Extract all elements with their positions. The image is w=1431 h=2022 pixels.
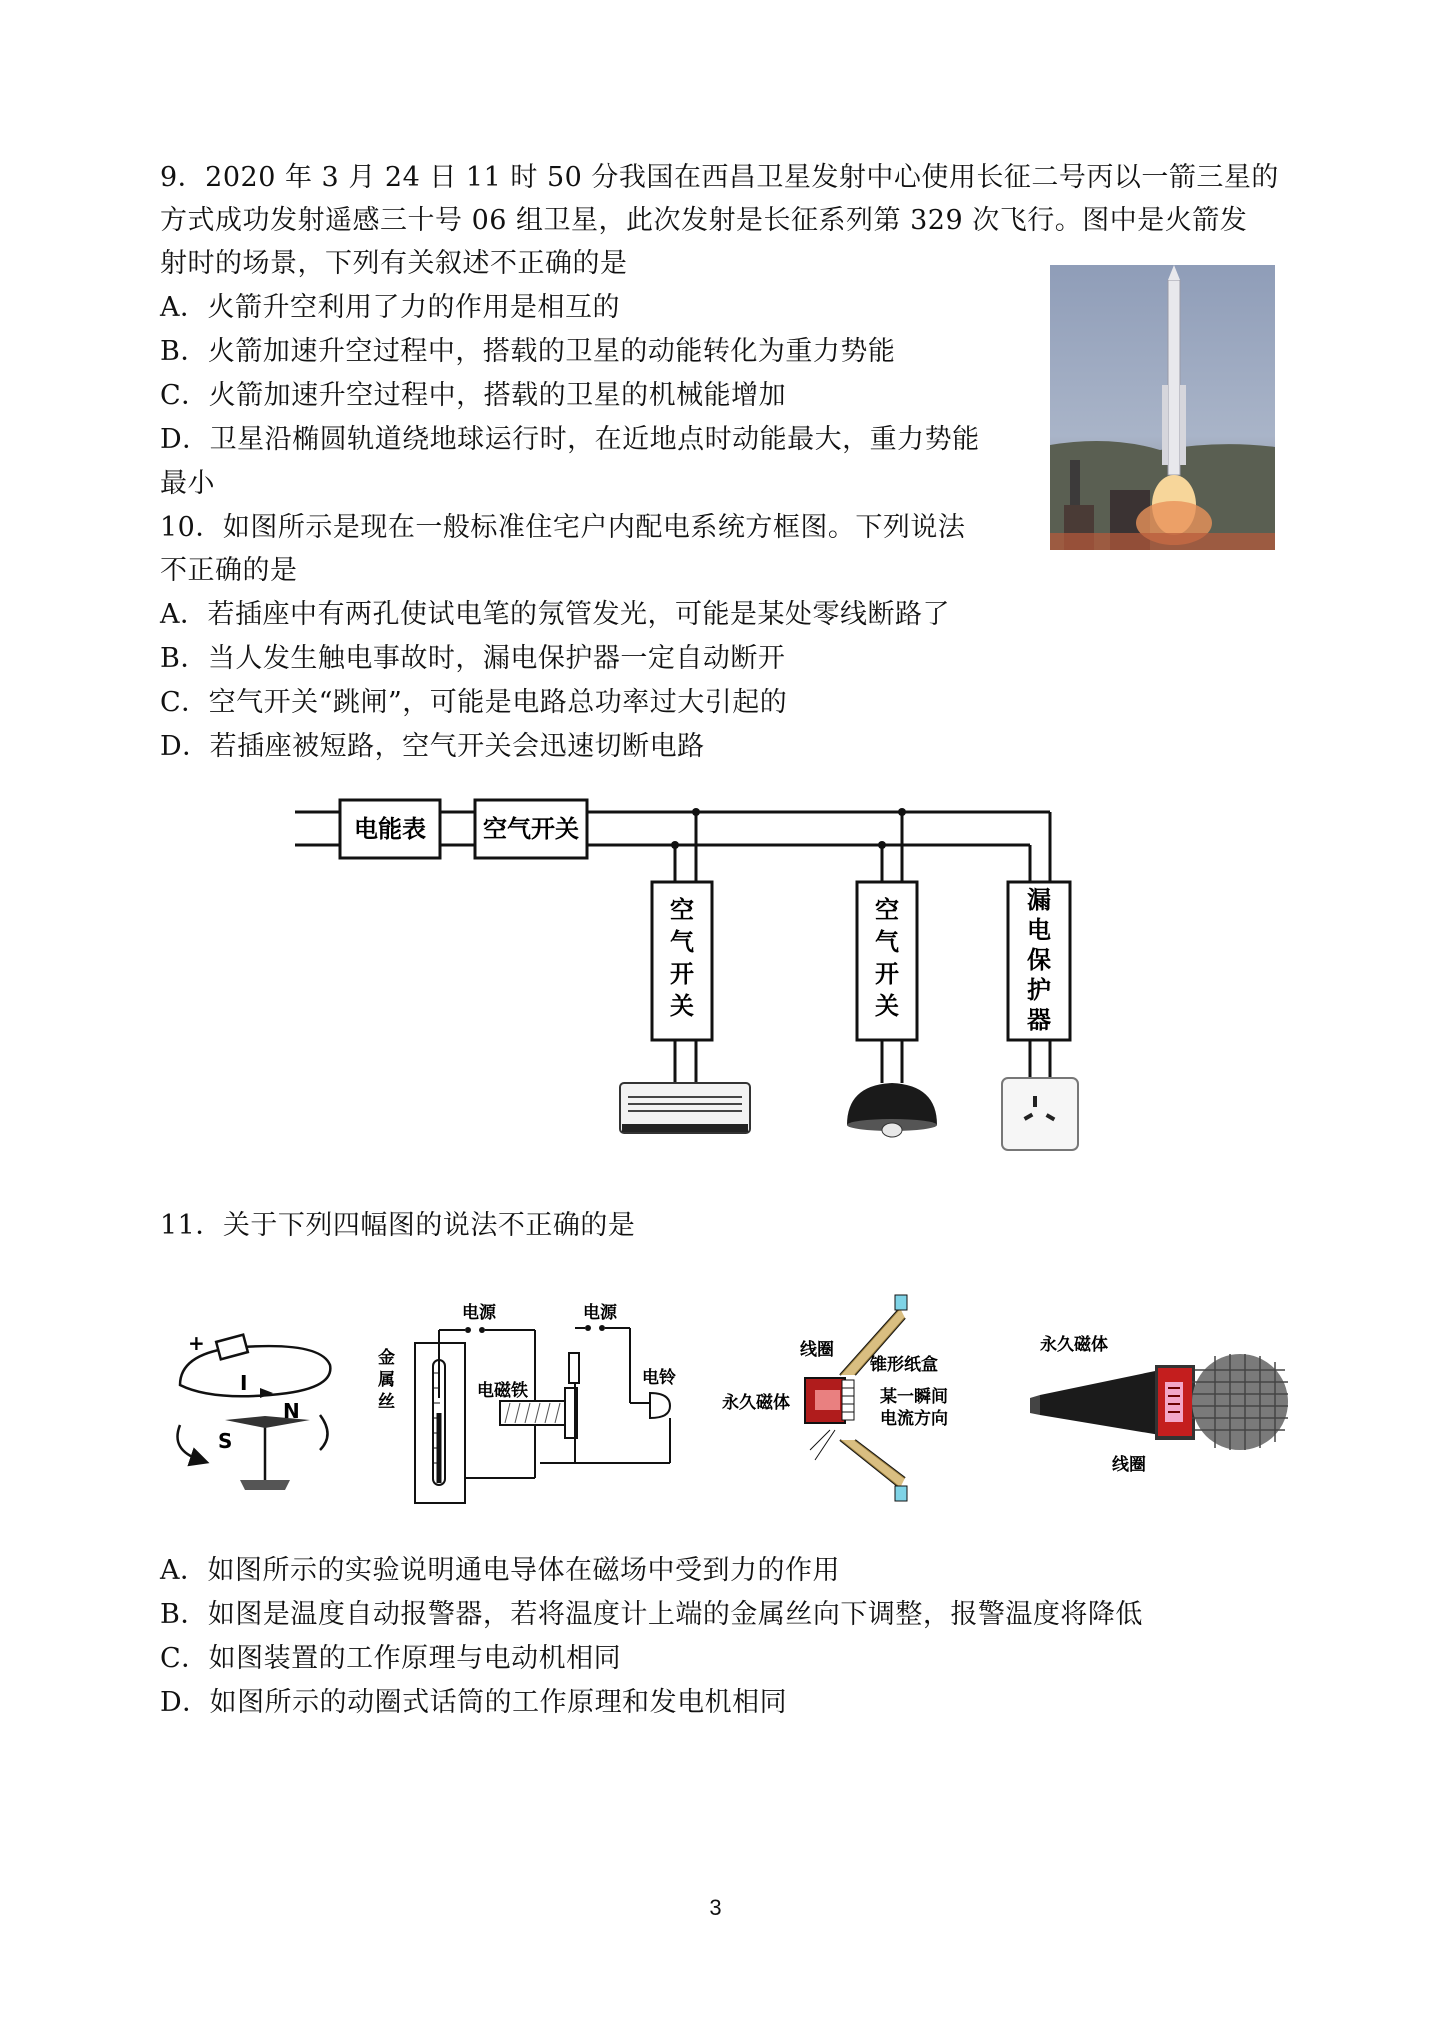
fig1-current-label: I	[240, 1371, 248, 1395]
meter-label: 电能表	[354, 815, 426, 843]
q11-figure-4-microphone	[1020, 1320, 1290, 1485]
branch1-switch-char-4: 关	[670, 992, 694, 1020]
q10-option-a: A．若插座中有两孔使试电笔的氖管发光，可能是某处零线断路了	[160, 599, 950, 630]
branch1-switch-char-2: 气	[670, 928, 694, 956]
q9-option-a: A．火箭升空利用了力的作用是相互的	[160, 292, 620, 323]
branch1-switch-char-1: 空	[670, 896, 694, 924]
q9-line-2: 方式成功发射遥感三十号 06 组卫星，此次发射是长征系列第 329 次飞行。图中是火箭发	[160, 205, 1248, 236]
q11-option-b: B．如图是温度自动报警器，若将温度计上端的金属丝向下调整，报警温度将降低	[160, 1599, 1143, 1630]
page-number: 3	[709, 1895, 722, 1920]
power-distribution-diagram	[290, 800, 1090, 1160]
q11-option-c: C．如图装置的工作原理与电动机相同	[160, 1643, 622, 1674]
rocket-launch-photo	[1050, 265, 1275, 550]
leak-protector-char-4: 护	[1027, 976, 1051, 1004]
fig3-current-dir-2: 电流方向	[880, 1409, 948, 1429]
q10-option-c: C．空气开关“跳闸”，可能是电路总功率过大引起的	[160, 687, 788, 718]
q9-option-c: C．火箭加速升空过程中，搭载的卫星的机械能增加	[160, 380, 787, 411]
q10-option-b: B．当人发生触电事故时，漏电保护器一定自动断开	[160, 643, 786, 674]
q9-line-1: 9．2020 年 3 月 24 日 11 时 50 分我国在西昌卫星发射中心使用长征二号丙以一箭三星的	[160, 162, 1279, 193]
fig2-electromagnet-label: 电磁铁	[477, 1381, 528, 1401]
fig2-wire-char-3: 丝	[378, 1392, 395, 1412]
fig1-north-label: N	[283, 1399, 300, 1423]
q9-option-b: B．火箭加速升空过程中，搭载的卫星的动能转化为重力势能	[160, 336, 896, 367]
fig4-coil-label: 线圈	[1112, 1455, 1146, 1475]
branch2-switch-char-2: 气	[875, 928, 899, 956]
q11-figure-3-loudspeaker	[710, 1290, 1000, 1505]
fig2-power-label-2: 电源	[583, 1303, 617, 1323]
q11-figure-1-oersted	[170, 1320, 345, 1495]
q10-line-2: 不正确的是	[160, 555, 298, 586]
q11-stem: 11．关于下列四幅图的说法不正确的是	[160, 1210, 636, 1241]
fig2-bell-label: 电铃	[642, 1368, 676, 1388]
q9-option-d: D．卫星沿椭圆轨道绕地球运行时，在近地点时动能最大，重力势能	[160, 424, 980, 455]
fig3-magnet-label: 永久磁体	[722, 1393, 790, 1413]
air-conditioner-icon	[620, 1083, 750, 1133]
fig4-magnet-label: 永久磁体	[1040, 1335, 1108, 1355]
branch1-switch-char-3: 开	[670, 960, 694, 988]
q11-option-a: A．如图所示的实验说明通电导体在磁场中受到力的作用	[160, 1555, 840, 1586]
fig1-plus-label: +	[188, 1331, 205, 1355]
fig1-south-label: S	[218, 1429, 233, 1453]
q11-figure-2-temperature-alarm	[370, 1298, 690, 1508]
branch2-switch-char-1: 空	[875, 896, 899, 924]
branch2-switch-char-4: 关	[875, 992, 899, 1020]
leak-protector-char-1: 漏	[1027, 886, 1051, 914]
branch2-switch-char-3: 开	[875, 960, 899, 988]
leak-protector-char-5: 器	[1027, 1006, 1051, 1034]
q10-option-d: D．若插座被短路，空气开关会迅速切断电路	[160, 731, 705, 762]
main-switch-label: 空气开关	[483, 815, 579, 843]
fig3-current-dir-1: 某一瞬间	[880, 1387, 948, 1407]
q11-option-d: D．如图所示的动圈式话筒的工作原理和发电机相同	[160, 1687, 788, 1718]
fig3-cone-label: 锥形纸盒	[870, 1355, 938, 1375]
fig3-coil-label: 线圈	[800, 1340, 834, 1360]
fig2-wire-char-1: 金	[378, 1348, 395, 1368]
lamp-icon	[847, 1083, 937, 1137]
q9-option-d-cont: 最小	[160, 468, 215, 499]
leak-protector-char-3: 保	[1027, 946, 1051, 974]
leak-protector-char-2: 电	[1027, 916, 1051, 944]
q10-line-1: 10．如图所示是现在一般标准住宅户内配电系统方框图。下列说法	[160, 512, 966, 543]
socket-icon	[1002, 1078, 1078, 1150]
q9-line-3: 射时的场景，下列有关叙述不正确的是	[160, 248, 628, 279]
fig2-power-label-1: 电源	[462, 1303, 496, 1323]
fig2-wire-char-2: 属	[378, 1370, 395, 1390]
